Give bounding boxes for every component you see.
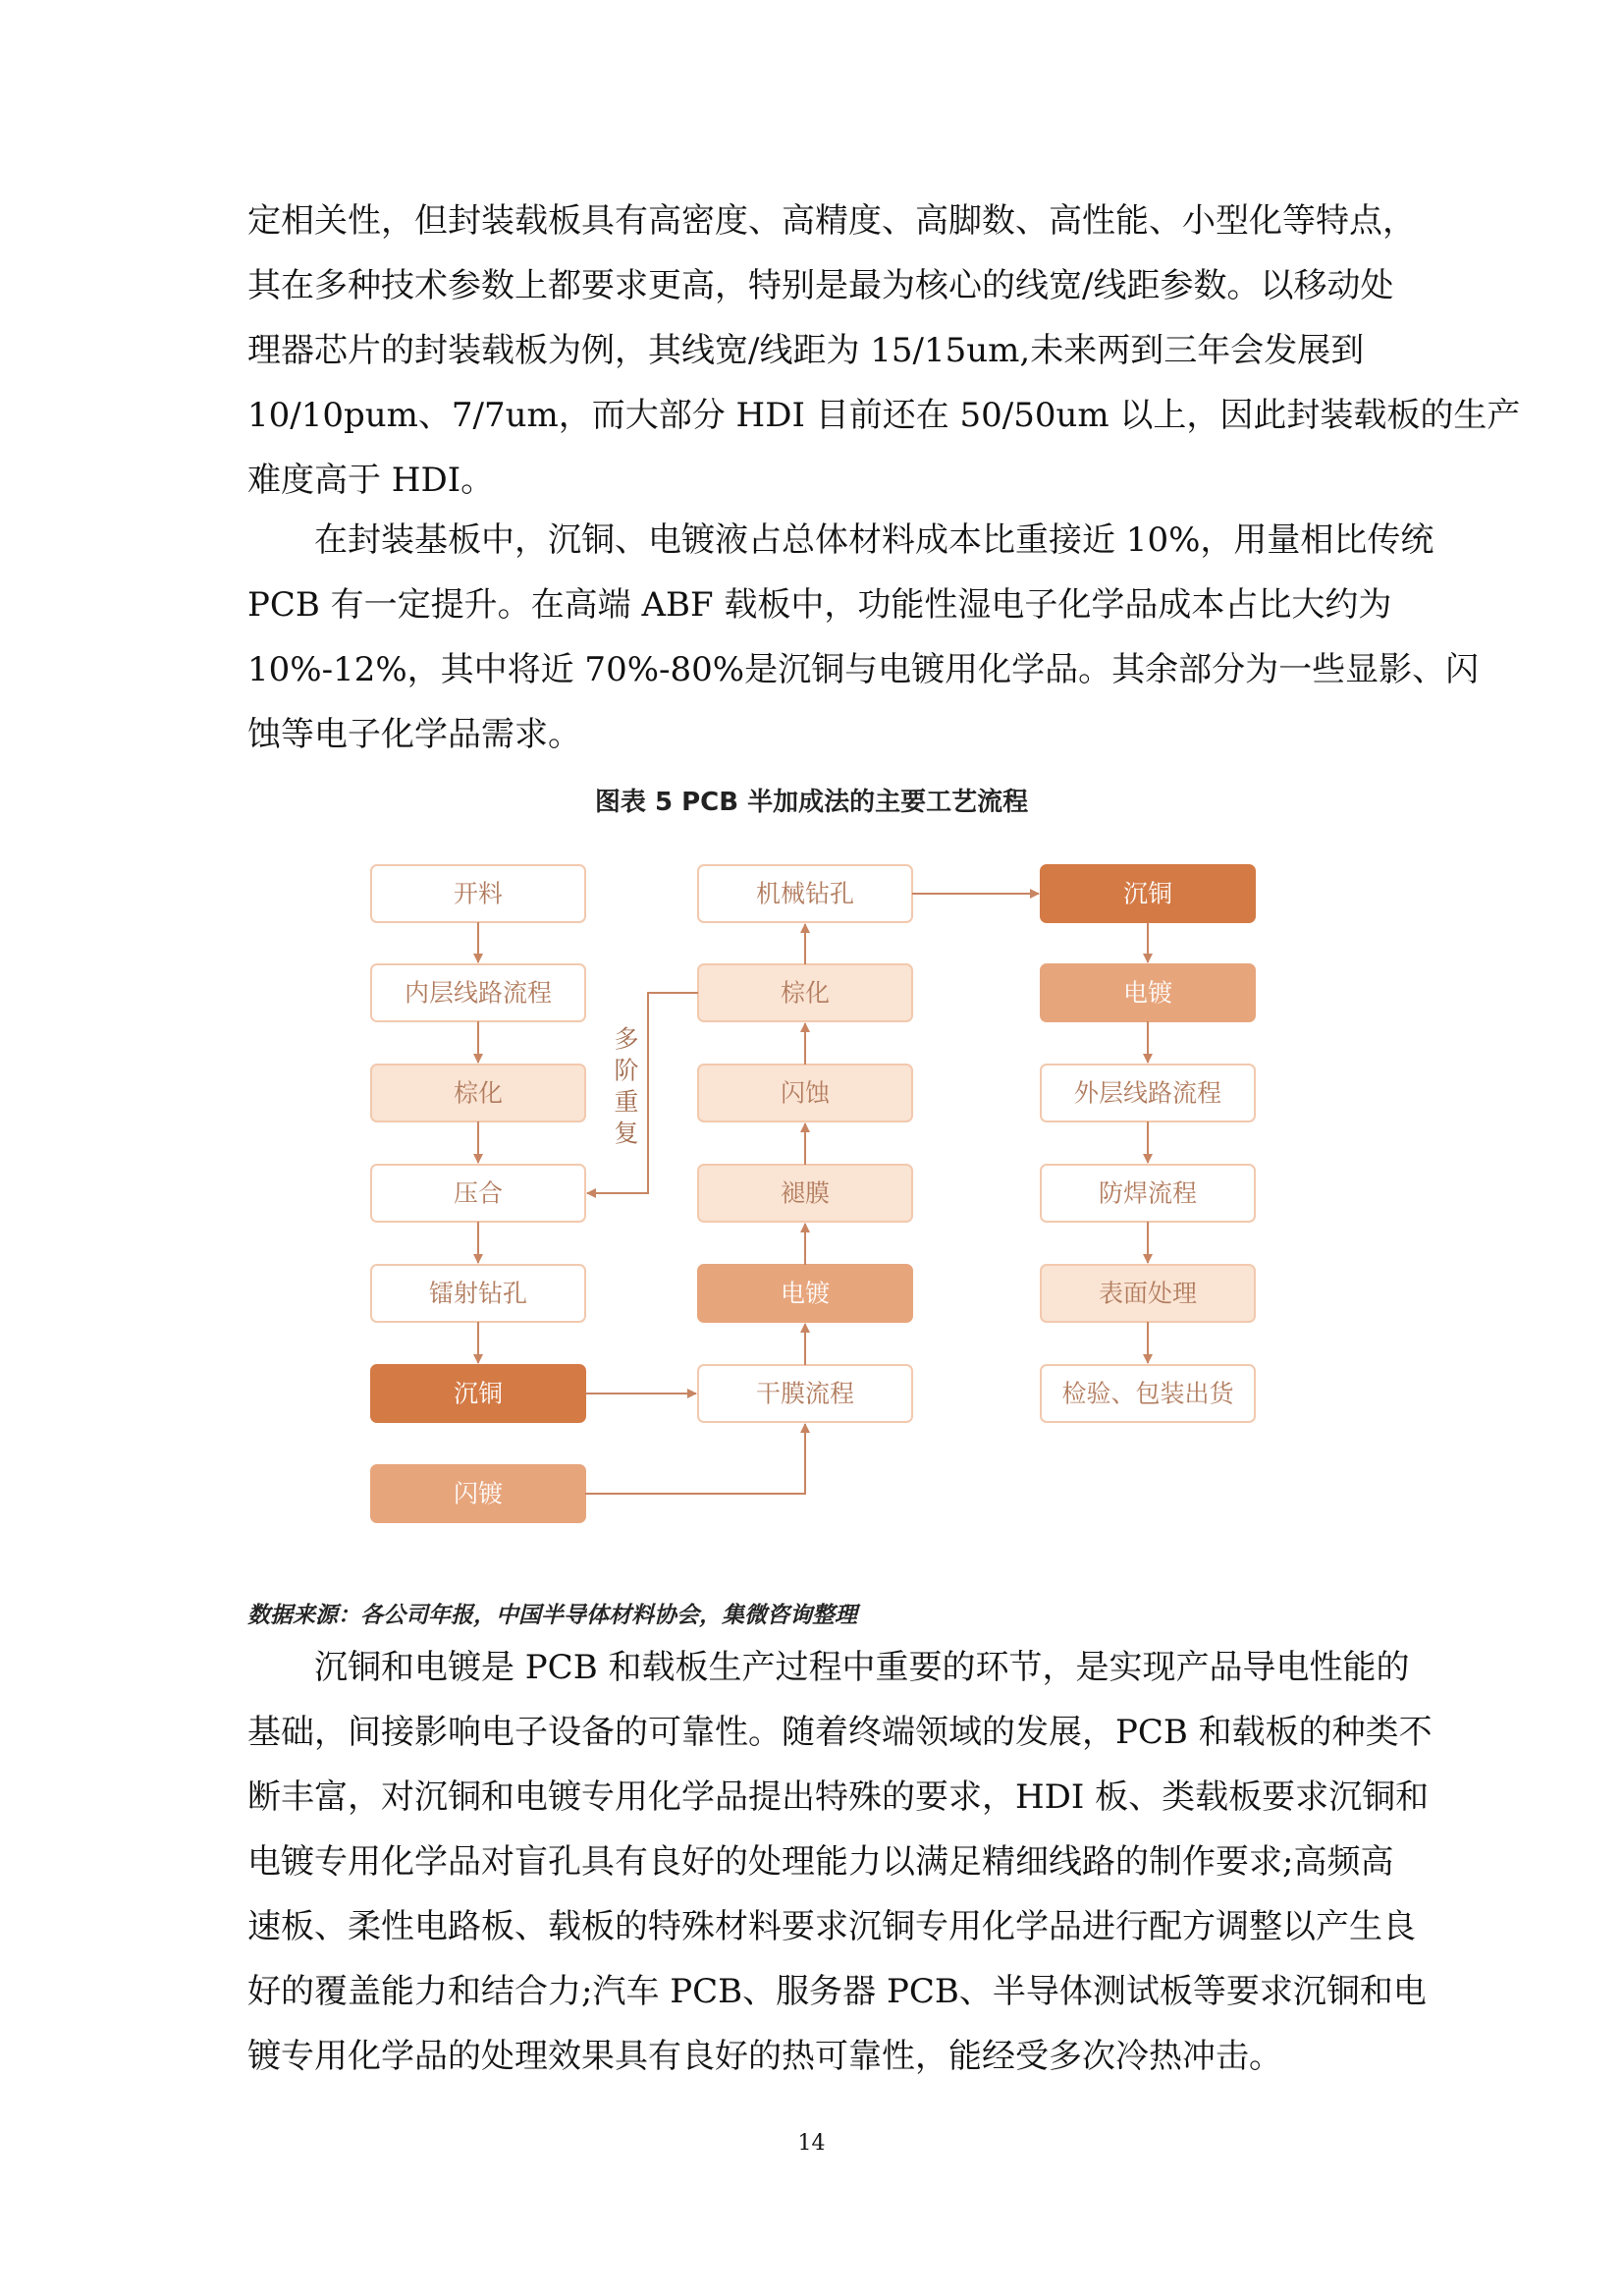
flow-step-laser-drill [371,1265,585,1322]
flow-step-label: 开料 [453,879,504,908]
text-line: 镀专用化学品的处理效果具有良好的热可靠性，能经受多次冷热冲击。 [247,2037,1282,2076]
text-line: 理器芯片的封装载板为例，其线宽/线距为 15/15um,未来两到三年会发展到 [247,331,1365,370]
flow-step-label: 闪蚀 [780,1078,831,1108]
repeat-label-char: 多 [614,1024,639,1054]
text-line: 沉铜和电镀是 PCB 和载板生产过程中重要的环节，是实现产品导电性能的 [314,1648,1410,1687]
figure-title: 图表 5 PCB 半加成法的主要工艺流程 [594,788,1029,817]
flow-step-inspection-packing [1041,1365,1255,1422]
flow-step-copper-deposition-2 [1041,865,1255,922]
text-line: 10/10pum、7/7um，而大部分 HDI 目前还在 50/50um 以上，因此封装载板的生产 [247,396,1521,435]
text-line: 基础，间接影响电子设备的可靠性。随着终端领域的发展，PCB 和载板的种类不 [247,1713,1433,1752]
flow-step-label: 机械钻孔 [755,879,855,908]
repeat-label-char: 重 [614,1087,639,1117]
page-number: 14 [797,2131,826,2156]
flow-step-flash-plating [371,1465,585,1522]
text-line: 10%-12%，其中将近 70%-80%是沉铜与电镀用化学品。其余部分为一些显影、闪 [247,650,1480,689]
repeat-label [614,1025,638,1148]
flow-step-flash-etch [698,1065,912,1121]
text-line: 蚀等电子化学品需求。 [247,715,581,754]
flow-step-browning-2 [698,964,912,1021]
flow-step-label: 闪镀 [453,1479,504,1508]
flow-step-kailiao [371,865,585,922]
text-line: PCB 有一定提升。在高端 ABF 载板中，功能性湿电子化学品成本占比大约为 [247,585,1392,625]
repeat-label-char: 阶 [614,1056,639,1085]
flow-step-label: 沉铜 [1122,879,1173,908]
flow-step-browning-1 [371,1065,585,1121]
flow-step-label: 镭射钻孔 [428,1279,528,1308]
text-line: 好的覆盖能力和结合力;汽车 PCB、服务器 PCB、半导体测试板等要求沉铜和电 [247,1972,1427,2011]
arrow-elbow [585,1424,805,1494]
flow-step-inner-layer [371,964,585,1021]
flow-step-label: 褪膜 [780,1178,831,1208]
flow-step-surface-finish [1041,1265,1255,1322]
flow-step-label: 内层线路流程 [404,978,553,1008]
flow-step-label: 外层线路流程 [1073,1078,1222,1108]
arrow-repeat-loop [587,993,698,1193]
flow-step-label: 电镀 [1122,978,1173,1008]
flow-step-electroplating-1 [698,1265,912,1322]
flow-step-label: 棕化 [780,978,831,1008]
data-source-note: 数据来源：各公司年报，中国半导体材料协会，集微咨询整理 [247,1603,857,1628]
flow-step-label: 棕化 [453,1078,504,1108]
flow-step-label: 电镀 [780,1279,831,1308]
flow-step-lamination [371,1165,585,1222]
text-line: 速板、柔性电路板、载板的特殊材料要求沉铜专用化学品进行配方调整以产生良 [247,1907,1416,1946]
flow-step-label: 检验、包装出货 [1061,1379,1234,1408]
paragraph-3 [247,1635,1433,2089]
flow-step-label: 压合 [453,1178,504,1208]
repeat-label-char: 复 [614,1119,639,1148]
text-line: 定相关性，但封装载板具有高密度、高精度、高脚数、高性能、小型化等特点， [247,201,1416,241]
flow-step-electroplating-2 [1041,964,1255,1021]
flow-step-outer-layer [1041,1065,1255,1121]
flow-step-solder-mask [1041,1165,1255,1222]
text-line: 断丰富，对沉铜和电镀专用化学品提出特殊的要求，HDI 板、类载板要求沉铜和 [247,1777,1430,1817]
flow-step-copper-deposition-1 [371,1365,585,1422]
flow-step-label: 干膜流程 [755,1379,855,1408]
text-line: 在封装基板中，沉铜、电镀液占总体材料成本比重接近 10%，用量相比传统 [314,520,1434,560]
text-line: 其在多种技术参数上都要求更高，特别是最为核心的线宽/线距参数。以移动处 [247,266,1394,305]
flow-step-dry-film [698,1365,912,1422]
flow-step-label: 防焊流程 [1098,1178,1198,1208]
flow-step-mechanical-drill [698,865,912,922]
text-line: 电镀专用化学品对盲孔具有良好的处理能力以满足精细线路的制作要求;高频高 [247,1842,1394,1882]
flow-step-film-strip [698,1165,912,1222]
flow-step-label: 表面处理 [1098,1279,1198,1308]
text-line: 难度高于 HDI。 [247,461,495,500]
flow-step-label: 沉铜 [453,1379,504,1408]
